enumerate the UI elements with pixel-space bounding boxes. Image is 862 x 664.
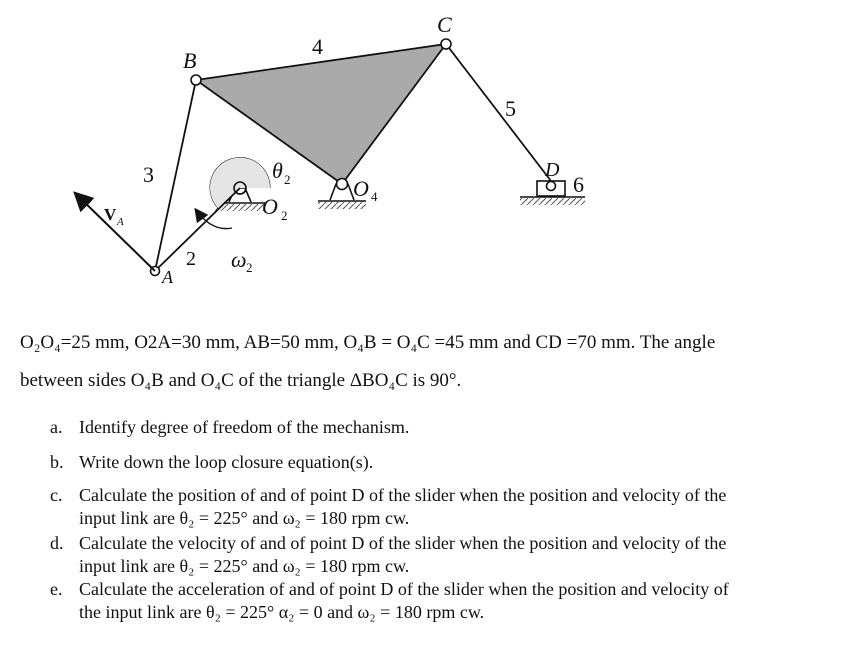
given-line-1: O₂O₄=25 mm, O2A=30 mm, AB=50 mm, O₄B = O₄C =45 mm and CD =70 mm. The angle [20, 332, 716, 353]
question-label: a. [50, 417, 63, 437]
label-omega-sub: 2 [246, 260, 253, 275]
label-va: V [104, 205, 117, 224]
question-label: d. [50, 533, 64, 553]
label-point-b: B [183, 48, 197, 73]
question-line: Calculate the position of and of point D of the slider when the position and velocity of the [79, 485, 727, 505]
question-line: input link are θ₂ = 225° and ω₂ = 180 rpm cw. [79, 508, 410, 528]
question-line: Identify degree of freedom of the mechanism. [79, 417, 410, 437]
label-o4-sub: 4 [371, 189, 378, 204]
label-link-3: 3 [143, 162, 154, 187]
label-va-sub: A [117, 216, 124, 228]
label-link-4: 4 [312, 34, 323, 59]
link-2 [155, 188, 240, 271]
label-omega: ω [231, 247, 247, 272]
label-theta-sub: 2 [284, 172, 291, 187]
label-point-a: A [162, 267, 173, 287]
label-link-2: 2 [186, 248, 196, 270]
question-label: c. [50, 485, 63, 505]
label-o2-sub: 2 [281, 208, 288, 223]
theta2-sector [210, 158, 270, 209]
given-line-2: between sides O₄B and O₄C of the triangle ΔBO₄C is 90°. [20, 370, 462, 391]
question-line: Write down the loop closure equation(s). [79, 452, 374, 472]
link-5 [446, 44, 551, 181]
label-link-6: 6 [573, 172, 584, 197]
label-o4: O [353, 176, 369, 201]
joint-c [441, 39, 451, 49]
link-3 [155, 80, 196, 271]
label-theta: θ [272, 158, 283, 183]
question-label: e. [50, 579, 63, 599]
label-o2: O [262, 194, 278, 219]
label-point-d: D [545, 159, 560, 181]
question-line: Calculate the acceleration of and of point D of the slider when the position and velocity of [79, 579, 729, 599]
label-point-c: C [437, 12, 452, 37]
label-link-5: 5 [505, 96, 516, 121]
question-label: b. [50, 452, 64, 472]
question-line: input link are θ₂ = 225° and ω₂ = 180 rpm cw. [79, 556, 410, 576]
joint-b [191, 75, 201, 85]
question-line: the input link are θ₂ = 225° α₂ = 0 and ω₂ = 180 rpm cw. [79, 602, 485, 622]
mechanism-diagram [0, 0, 862, 300]
question-line: Calculate the velocity of and of point D of the slider when the position and velocity of the [79, 533, 727, 553]
